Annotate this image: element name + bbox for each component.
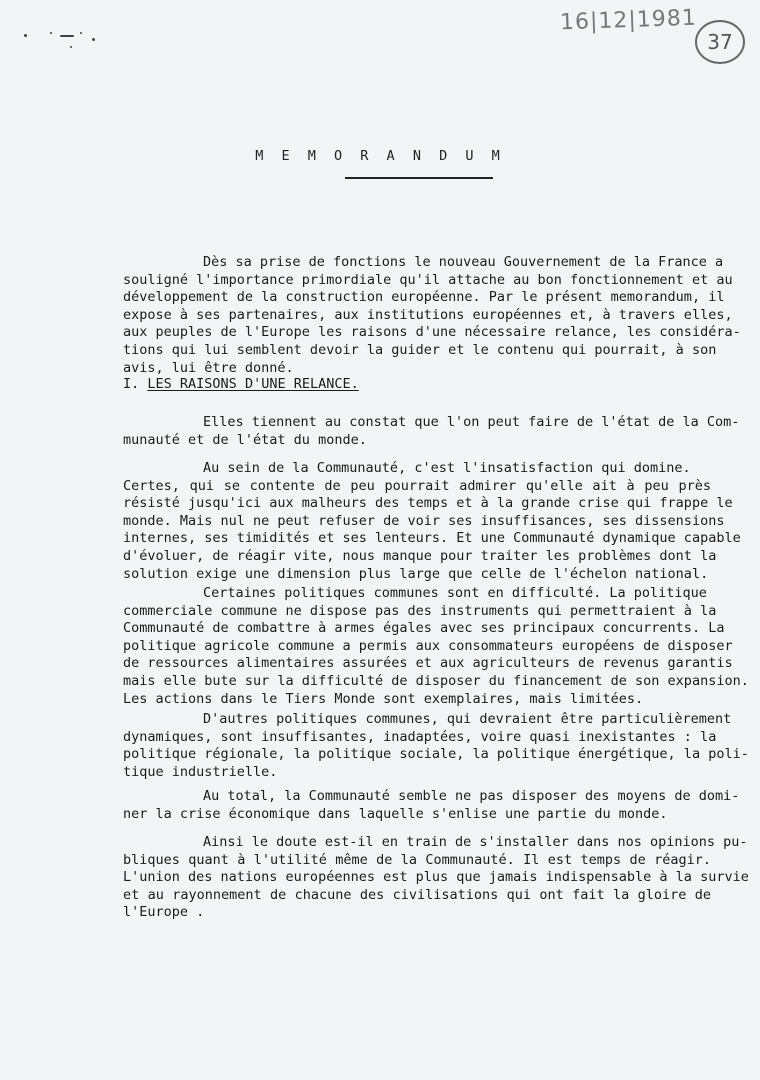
text-line: Certaines politiques communes sont en difficulté. La politique — [203, 585, 707, 601]
section-number: I. — [123, 376, 140, 392]
text-line: ner la crise économique dans laquelle s'enlise une partie du monde. — [123, 805, 668, 822]
paragraph-constat — [123, 414, 740, 449]
text-line: expose à ses partenaires, aux institutions européennes et, à travers elles, — [123, 306, 733, 323]
text-line: Dès sa prise de fonctions le nouveau Gouvernement de la France a — [203, 254, 724, 270]
text-line: résisté jusqu'ici aux malheurs des temps et à la grande crise qui frappe le — [123, 495, 733, 512]
text-line: D'autres politiques communes, qui devraient être particulièrement — [203, 711, 732, 727]
text-line: solution exige une dimension plus large que celle de l'échelon national. — [123, 565, 709, 582]
paragraph-intro — [123, 254, 741, 377]
scan-specks — [20, 28, 110, 58]
text-line: d'évoluer, de réagir vite, nous manque pour traiter les problèmes dont la — [123, 547, 717, 564]
text-line: Au total, la Communauté semble ne pas disposer des moyens de domi- — [203, 788, 740, 804]
section-heading — [123, 376, 359, 392]
text-line: et au rayonnement de chacune des civilisations qui ont fait la gloire de — [123, 886, 711, 903]
text-line: tions qui lui semblent devoir la guider et le contenu qui pourrait, à son — [123, 341, 717, 358]
title-underline — [345, 177, 493, 179]
text-line: politique régionale, la politique sociale, la politique énergétique, la poli- — [123, 746, 749, 763]
text-line: Au sein de la Communauté, c'est l'insatisfaction qui domine. — [203, 460, 691, 476]
text-line: munauté et de l'état du monde. — [123, 431, 367, 448]
text-line: internes, ses timidités et ses lenteurs. Et une Communauté dynamique capable — [123, 530, 741, 547]
text-line: développement de la construction européenne. Par le présent memorandum, il — [123, 289, 725, 306]
text-line: dynamiques, sont insuffisantes, inadaptées, voire quasi inexistantes : la — [123, 728, 717, 745]
paragraph-communaute — [123, 460, 741, 583]
text-line: Elles tiennent au constat que l'on peut faire de l'état de la Com- — [203, 414, 740, 430]
text-line: aux peuples de l'Europe les raisons d'une nécessaire relance, les considéra- — [123, 324, 741, 341]
paragraph-au-total — [123, 788, 740, 823]
text-line: L'union des nations européennes est plus que jamais indispensable à la survie — [123, 869, 749, 886]
paragraph-ainsi-le-doute — [123, 834, 749, 922]
handwritten-date: 16|12|1981 — [559, 5, 698, 36]
text-line: Ainsi le doute est-il en train de s'installer dans nos opinions pu- — [203, 834, 748, 850]
text-line: politique agricole commune a permis aux consommateurs européens de disposer — [123, 637, 733, 654]
document-title: M E M O R A N D U M — [255, 148, 505, 164]
text-line: l'Europe . — [123, 904, 205, 921]
text-line: Communauté de combattre à armes égales avec ses principaux concurrents. La — [123, 620, 725, 637]
page-number-circle — [695, 20, 745, 64]
text-line: mais elle bute sur la difficulté de disposer du financement de son expansion. — [123, 672, 749, 689]
paragraph-autres-politiques — [123, 711, 749, 781]
text-line: avis, lui être donné. — [123, 359, 294, 376]
text-line: monde. Mais nul ne peut refuser de voir ses insuffisances, ses dissensions — [123, 512, 725, 529]
paragraph-politiques-difficulte — [123, 585, 749, 708]
text-line: Certes, qui se contente de peu pourrait admirer qu'elle ait à peu près — [123, 477, 711, 494]
section-title: LES RAISONS D'UNE RELANCE. — [147, 376, 359, 392]
text-line: bliques quant à l'utilité même de la Communauté. Il est temps de réagir. — [123, 851, 711, 868]
text-line: de ressources alimentaires assurées et aux agriculteurs de revenus garantis — [123, 655, 733, 672]
text-line: Les actions dans le Tiers Monde sont exemplaires, mais limitées. — [123, 690, 644, 707]
text-line: souligné l'importance primordiale qu'il attache au bon fonctionnement et au — [123, 271, 733, 288]
text-line: tique industrielle. — [123, 763, 278, 780]
page-number: 37 — [707, 30, 733, 54]
text-line: commerciale commune ne dispose pas des instruments qui permettraient à la — [123, 602, 717, 619]
